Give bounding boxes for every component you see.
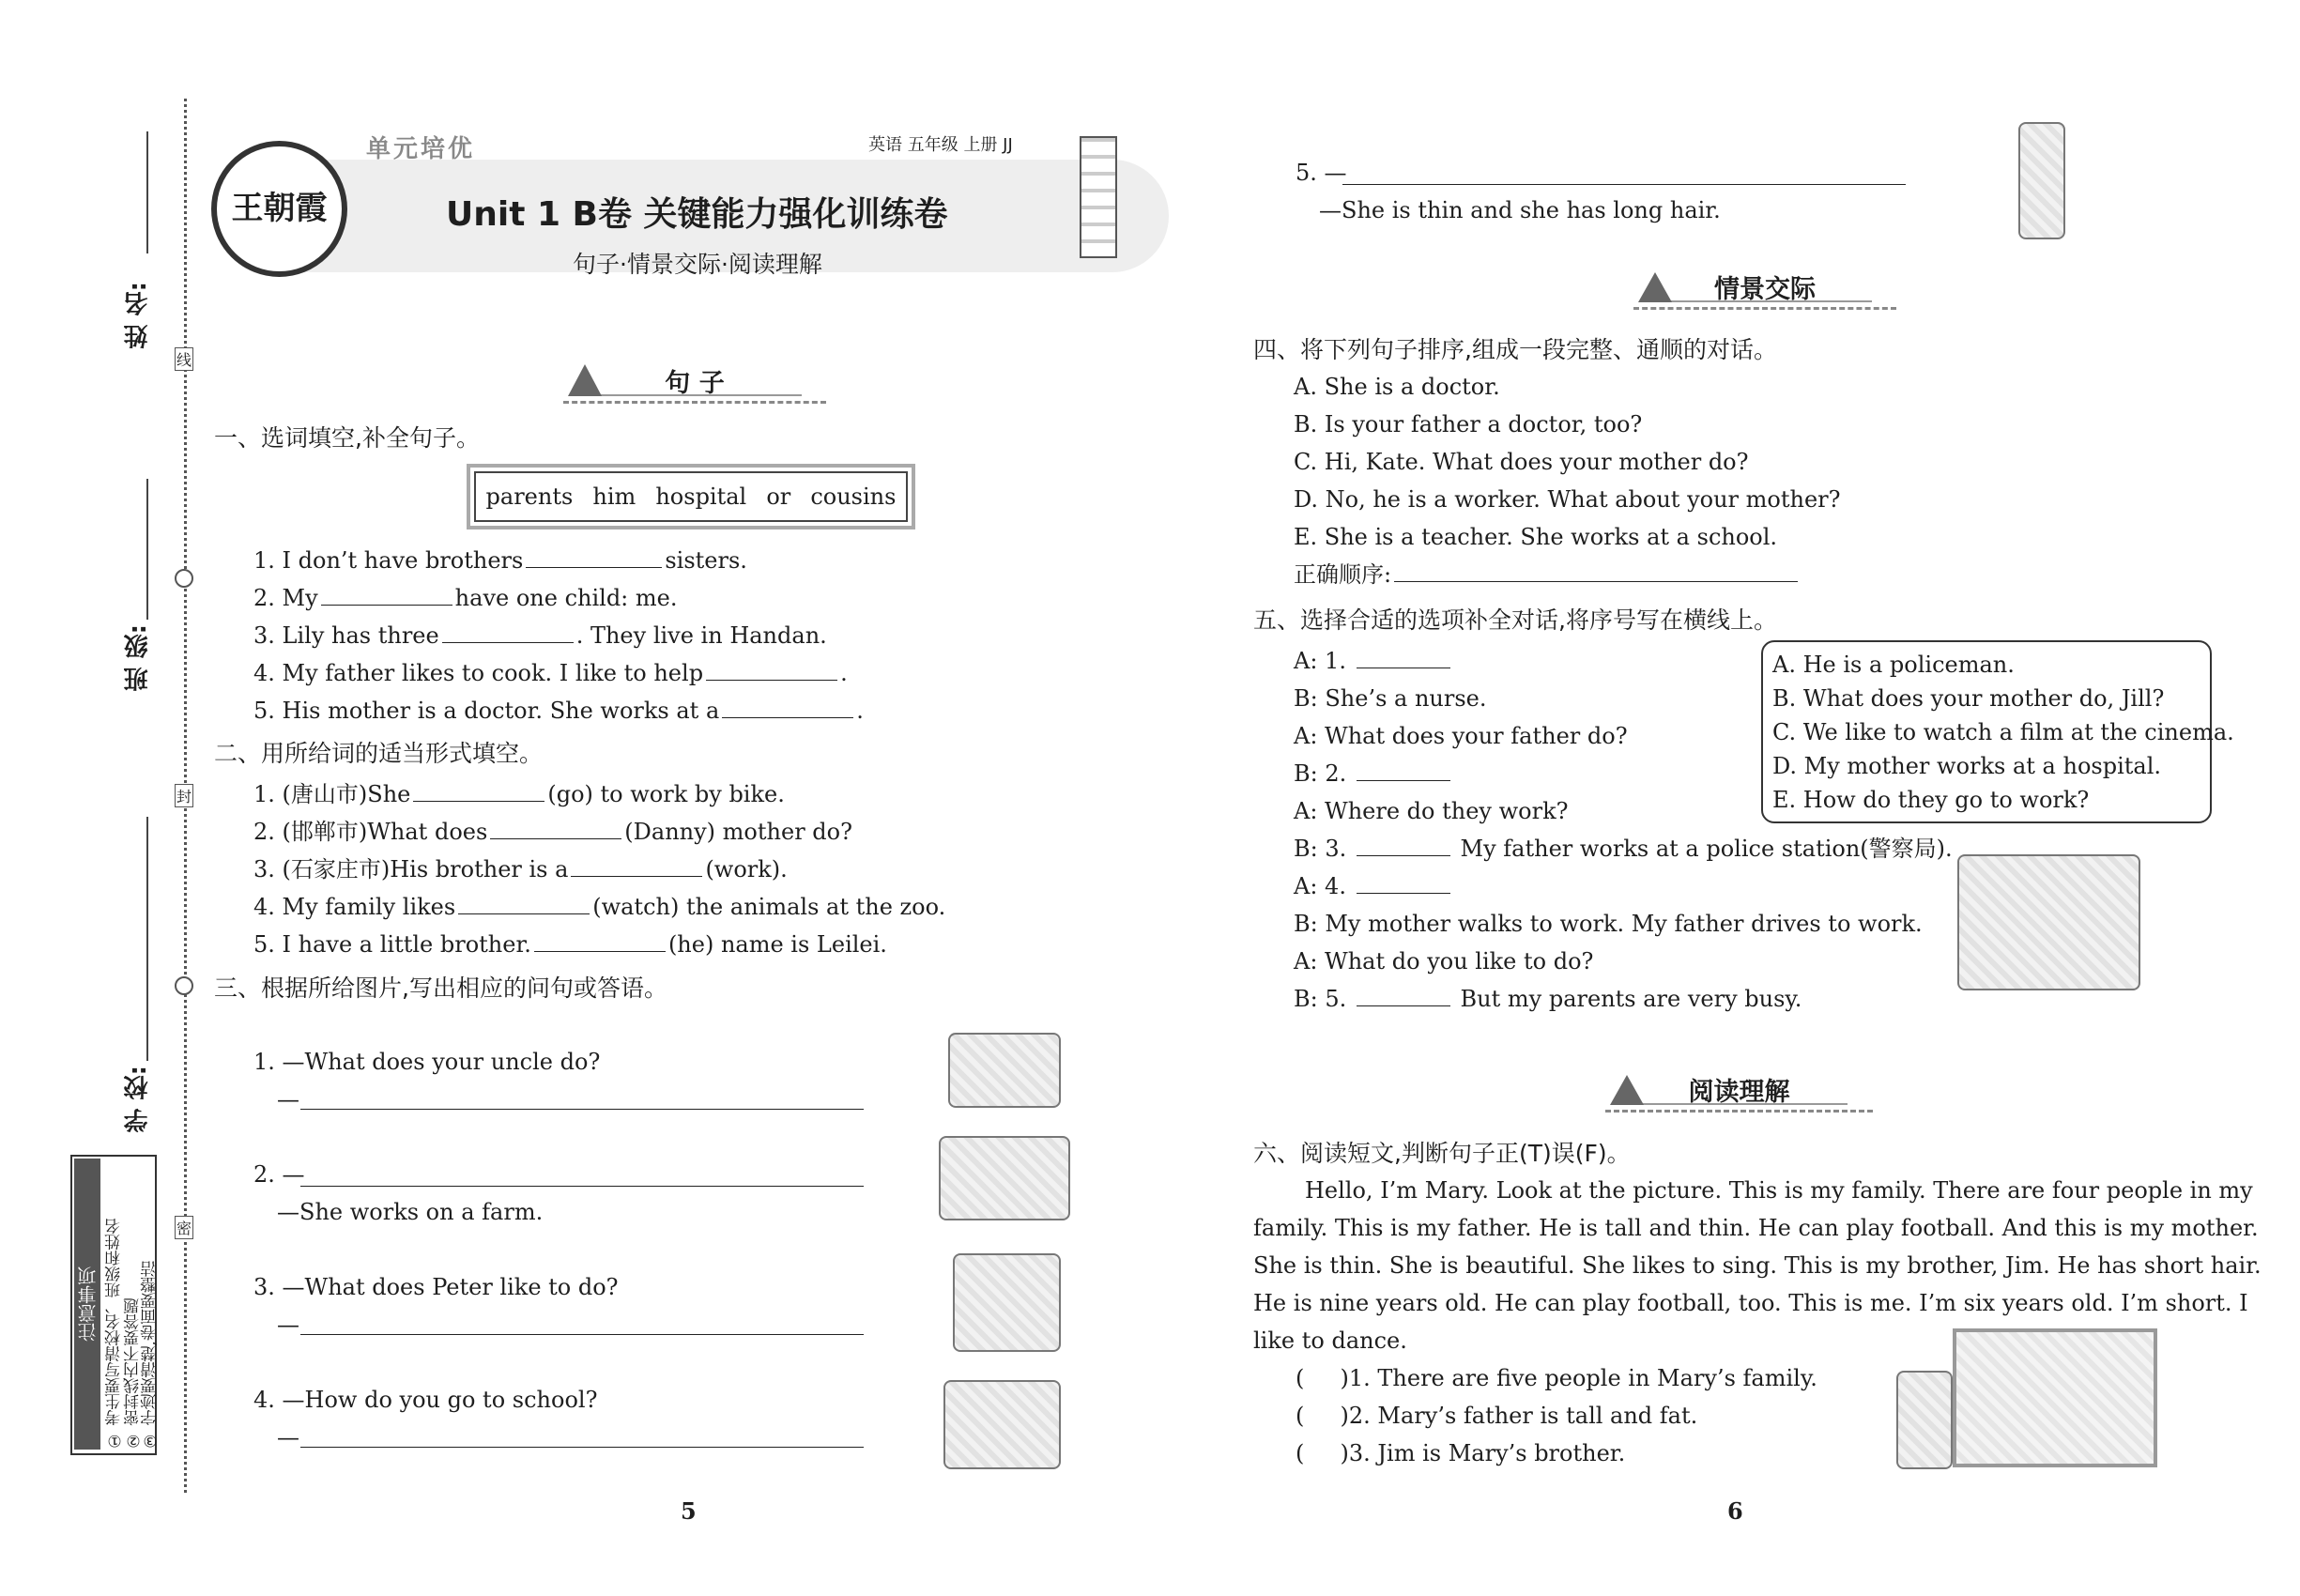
answer-blank[interactable] xyxy=(571,854,702,877)
option-e: E. How do they go to work? xyxy=(1772,787,2090,813)
q5-line-5: A: Where do they work? xyxy=(1294,798,1569,824)
passage-line-5: like to dance. xyxy=(1253,1327,1407,1354)
word-3: hospital xyxy=(655,483,747,510)
q2-title: 二、用所给词的适当形式填空。 xyxy=(214,740,544,767)
q6-item-3: ( )3. Jim is Mary’s brother. xyxy=(1296,1440,1626,1466)
q2-item-2: 2. (邯郸市)What does (Danny) mother do? xyxy=(253,819,852,845)
notes-title: 注意事项 xyxy=(74,1159,100,1450)
answer-blank[interactable] xyxy=(413,779,544,802)
q1-item-4: 4. My father likes to cook. I like to help . xyxy=(253,660,848,686)
q1-item-2: 2. My have one child: me. xyxy=(253,585,678,611)
q5-line-10: B: 5. But my parents are very busy. xyxy=(1294,986,1802,1012)
brand-label: 单元培优 xyxy=(366,135,476,163)
q4-order-label: 正确顺序: xyxy=(1294,560,1801,590)
farm-picture xyxy=(939,1136,1070,1220)
sailboat-icon xyxy=(1638,272,1672,302)
school-label: 学 校: xyxy=(124,1066,152,1133)
logo-badge xyxy=(211,141,347,277)
page-number-left: 5 xyxy=(681,1497,697,1525)
answer-blank[interactable] xyxy=(526,545,662,568)
q6-item-1: ( )1. There are five people in Mary’s family. xyxy=(1296,1365,1817,1391)
passage-line-3: She is thin. She is beautiful. She likes to sing. This is my brother, Jim. He has short hair. xyxy=(1253,1252,2262,1279)
section-communication-label: 情景交际 xyxy=(1714,275,1816,304)
q5-line-6: B: 3. My father works at a police station(警察局). xyxy=(1294,836,1953,862)
q3-item-4a: 4. —How do you go to school? xyxy=(253,1387,598,1413)
answer-blank[interactable] xyxy=(442,621,574,643)
order-blank[interactable] xyxy=(1394,560,1798,582)
q4-title: 四、将下列句子排序,组成一段完整、通顺的对话。 xyxy=(1253,336,1777,363)
note-3: ③ 字迹要清楚,卷面要整洁 xyxy=(141,1261,160,1450)
answer-line[interactable] xyxy=(300,1185,864,1187)
name-label: 姓 名: xyxy=(124,282,152,349)
answer-line[interactable] xyxy=(300,1446,864,1448)
q3-item-3a: 3. —What does Peter like to do? xyxy=(253,1274,619,1300)
answer-blank[interactable] xyxy=(321,583,452,606)
q3-item-1b: — xyxy=(277,1086,299,1113)
page-subtitle: 句子·情景交际·阅读理解 xyxy=(573,251,822,278)
answer-blank[interactable] xyxy=(1357,984,1450,1006)
q3-title: 三、根据所给图片,写出相应的问句或答语。 xyxy=(214,974,667,1002)
q4-item-d: D. No, he is a worker. What about your mother? xyxy=(1294,486,1841,513)
seal-mark-3: 密 xyxy=(175,1216,193,1239)
two-girls-picture xyxy=(1957,854,2140,990)
q5-line-1: A: 1. xyxy=(1294,646,1453,676)
word-4: or xyxy=(766,483,791,510)
option-c: C. We like to watch a film at the cinema. xyxy=(1772,719,2234,745)
q4-item-c: C. Hi, Kate. What does your mother do? xyxy=(1294,449,1749,475)
notes-box xyxy=(70,1155,160,1455)
answer-blank[interactable] xyxy=(722,696,853,718)
note-1: ① 考生要写清校名、班级和姓名 xyxy=(105,1218,124,1450)
section-sentences-label: 句 子 xyxy=(665,369,725,398)
q2-item-1: 1. (唐山市)She (go) to work by bike. xyxy=(253,781,785,807)
q1-item-5: 5. His mother is a doctor. She works at a . xyxy=(253,698,864,724)
option-b: B. What does your mother do, Jill? xyxy=(1772,685,2165,712)
q5-title: 五、选择合适的选项补全对话,将序号写在横线上。 xyxy=(1253,606,1777,634)
q4-item-b: B. Is your father a doctor, too? xyxy=(1294,411,1643,437)
q2-item-4: 4. My family likes (watch) the animals at the zoo. xyxy=(253,894,946,920)
answer-paren[interactable]: ( ) xyxy=(1296,1440,1349,1466)
lighthouse-icon xyxy=(1080,136,1117,258)
q1-title: 一、选词填空,补全句子。 xyxy=(214,424,480,452)
seal-mark-1: 线 xyxy=(175,347,193,371)
word-1: parents xyxy=(485,483,574,510)
q5-line-7: A: 4. xyxy=(1294,871,1453,901)
q5-line-2: B: She’s a nurse. xyxy=(1294,685,1487,712)
passage-line-1: Hello, I’m Mary. Look at the picture. This is my family. There are four people in my xyxy=(1305,1177,2253,1204)
q6-item-2: ( )2. Mary’s father is tall and fat. xyxy=(1296,1403,1698,1429)
q2-item-3: 3. (石家庄市)His brother is a (work). xyxy=(253,856,788,882)
girl-long-hair-picture xyxy=(2018,122,2065,239)
q5-line-8: B: My mother walks to work. My father drives to work. xyxy=(1294,911,1923,937)
q5-line-3: A: What does your father do? xyxy=(1294,723,1628,749)
passage-line-4: He is nine years old. He can play football, too. This is me. I’m six years old. I’m short. I xyxy=(1253,1290,2248,1316)
section-reading-label: 阅读理解 xyxy=(1688,1078,1790,1107)
answer-blank[interactable] xyxy=(458,892,590,914)
answer-line[interactable] xyxy=(300,1108,864,1110)
q5-line-4: B: 2. xyxy=(1294,759,1453,789)
q4-item-e: E. She is a teacher. She works at a school. xyxy=(1294,524,1778,550)
answer-blank[interactable] xyxy=(1357,759,1450,781)
note-2: ② 密封线内不要答题 xyxy=(124,1297,143,1450)
word-2: him xyxy=(592,483,636,510)
girl-picture xyxy=(1896,1371,1953,1469)
option-a: A. He is a policeman. xyxy=(1772,652,2015,678)
boy-watering-picture xyxy=(953,1253,1061,1352)
passage-line-2: family. This is my father. He is tall and thin. He can play football. And this is my mother. xyxy=(1253,1215,2259,1241)
sailboat-icon xyxy=(1610,1075,1644,1105)
q1-item-1: 1. I don’t have brothers sisters. xyxy=(253,547,747,574)
answer-line[interactable] xyxy=(1342,183,1906,185)
q3-item-4b: — xyxy=(277,1424,299,1450)
word-5: cousins xyxy=(810,483,897,510)
q2-item-5: 5. I have a little brother. (he) name is Leilei. xyxy=(253,931,887,958)
page-title: Unit 1 B卷 关键能力强化训练卷 xyxy=(446,195,948,234)
answer-blank[interactable] xyxy=(1357,871,1450,894)
seal-circle-1 xyxy=(175,569,193,588)
q3-item-2b: —She works on a farm. xyxy=(277,1199,544,1225)
q3-item-5a: 5. — xyxy=(1296,160,1347,186)
driver-picture xyxy=(948,1033,1061,1108)
section-reading xyxy=(1605,1066,1873,1118)
seal-circle-2 xyxy=(175,976,193,995)
answer-paren[interactable]: ( ) xyxy=(1296,1403,1349,1429)
option-d: D. My mother works at a hospital. xyxy=(1772,753,2162,779)
answer-blank[interactable] xyxy=(1357,646,1450,668)
section-sentences xyxy=(563,357,826,409)
word-box xyxy=(467,464,915,529)
answer-blank[interactable] xyxy=(1357,834,1450,856)
q3-item-3b: — xyxy=(277,1312,299,1338)
q3-item-1a: 1. —What does your uncle do? xyxy=(253,1049,601,1075)
q6-title: 六、阅读短文,判断句子正(T)误(F)。 xyxy=(1253,1140,1631,1167)
class-label: 班 级: xyxy=(124,624,152,692)
seal-mark-2: 封 xyxy=(175,784,193,807)
q3-item-5b: —She is thin and she has long hair. xyxy=(1319,197,1721,223)
answer-paren[interactable]: ( ) xyxy=(1296,1365,1349,1391)
section-communication xyxy=(1633,263,1896,315)
q5-line-9: A: What do you like to do? xyxy=(1294,948,1594,974)
q4-item-a: A. She is a doctor. xyxy=(1294,374,1500,400)
q3-item-2a: 2. — xyxy=(253,1161,305,1188)
logo-text: 王朝霞 xyxy=(231,190,328,227)
sailboat-icon xyxy=(568,364,602,396)
page-number-right: 6 xyxy=(1727,1497,1743,1525)
answer-blank[interactable] xyxy=(706,658,837,681)
family-picture xyxy=(1953,1328,2157,1467)
answer-blank[interactable] xyxy=(490,817,621,839)
boy-cycling-picture xyxy=(943,1380,1061,1469)
header-meta: 英语 五年级 上册 JJ xyxy=(868,135,1013,155)
q1-item-3: 3. Lily has three . They live in Handan. xyxy=(253,622,827,649)
answer-line[interactable] xyxy=(300,1333,864,1335)
answer-blank[interactable] xyxy=(534,929,666,952)
